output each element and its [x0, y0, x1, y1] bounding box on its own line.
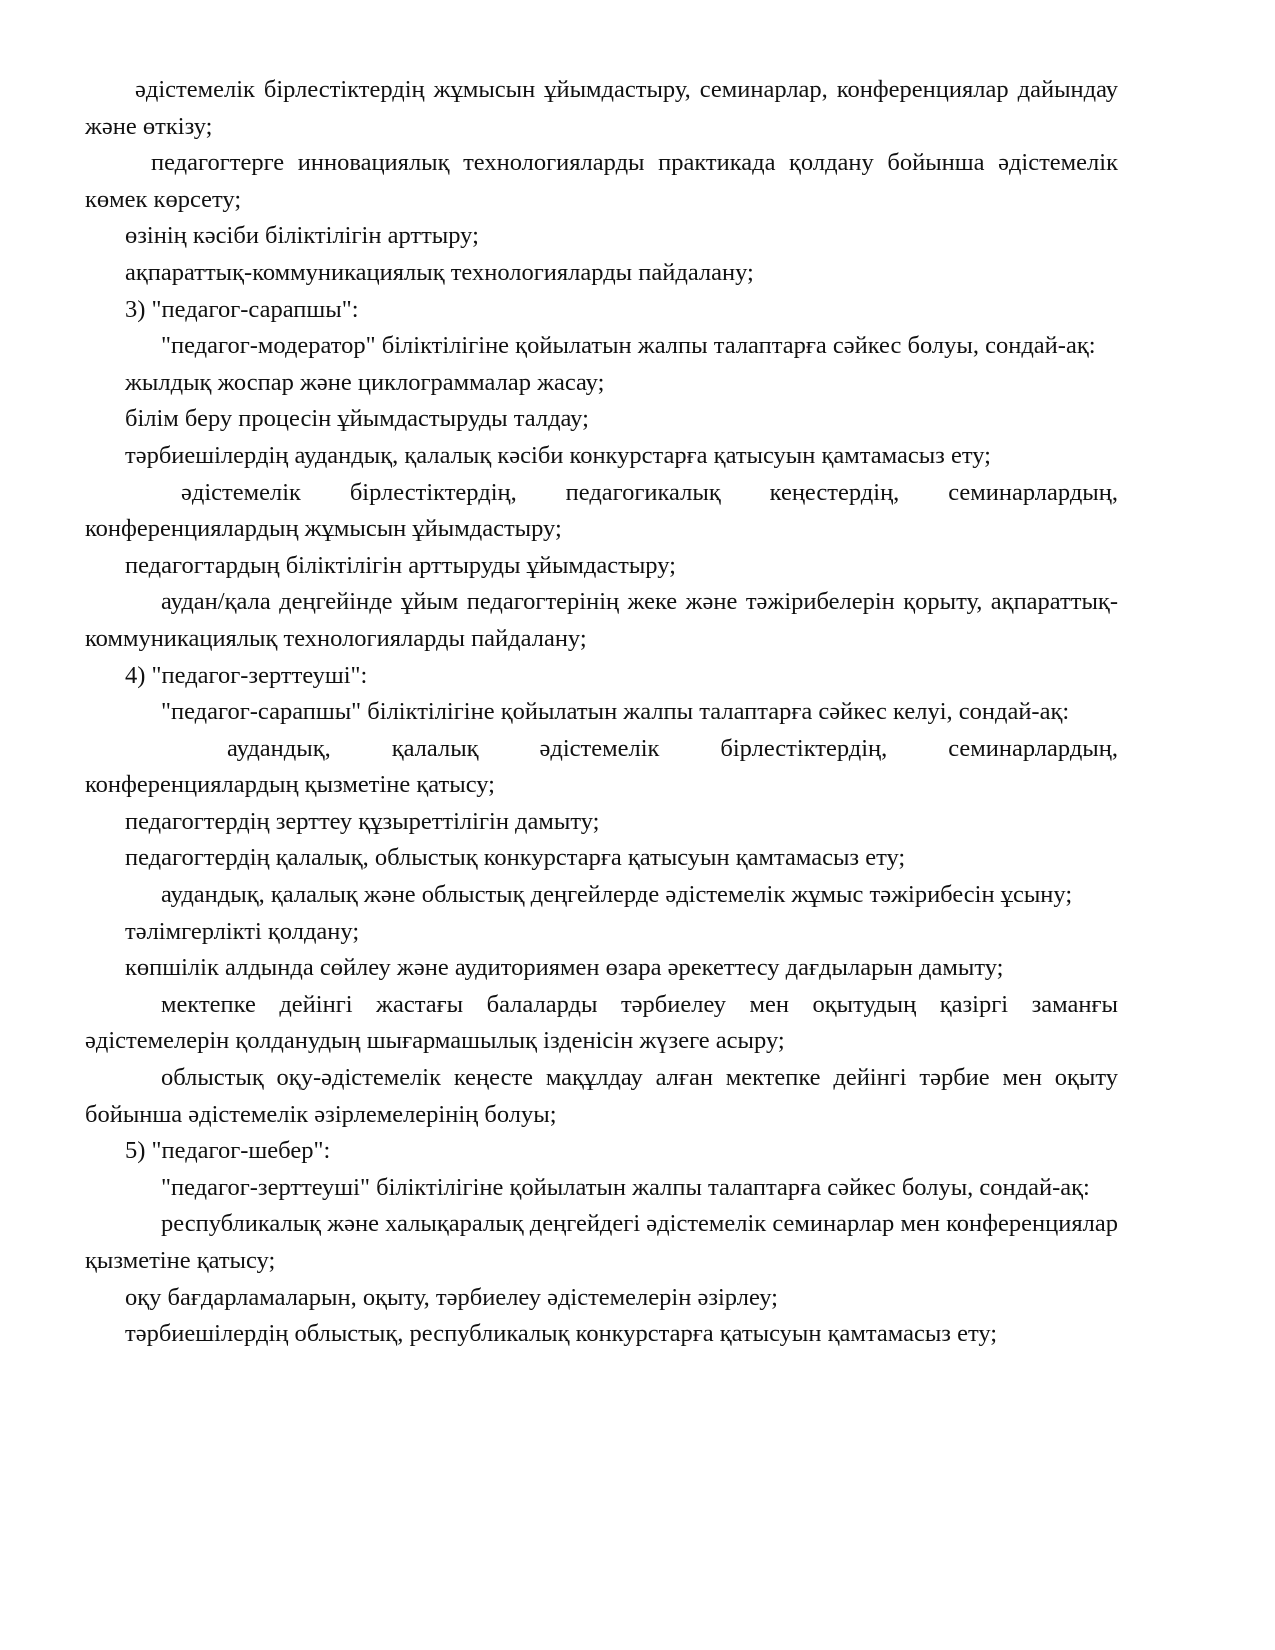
paragraph: мектепке дейінгі жастағы балаларды тәрбиелеу мен оқытудың қазіргі заманғы әдістемелерін қолданудың шығармашылық ізденісін жүзеге асыру; [85, 990, 1118, 1055]
paragraph: тәрбиешілердің аудандық, қалалық кәсіби конкурстарға қатысуын қамтамасыз ету; [125, 441, 991, 469]
paragraph: "педагог-модератор" біліктілігіне қойылатын жалпы талаптарға сәйкес болуы, сондай-ақ: [161, 332, 1096, 360]
paragraph: оқу бағдарламаларын, оқыту, тәрбиелеу әдістемелерін әзірлеу; [125, 1283, 778, 1311]
section-heading: 3) "педагог-сарапшы": [125, 295, 359, 323]
document-page [85, 72, 1118, 1353]
paragraph: педагогтардың біліктілігін арттыруды ұйымдастыру; [125, 551, 676, 579]
paragraph: аудандық, қалалық және облыстық деңгейлерде әдістемелік жұмыс тәжірибесін ұсыну; [161, 881, 1073, 909]
paragraph: жылдық жоспар және циклограммалар жасау; [125, 368, 605, 396]
paragraph: көпшілік алдында сөйлеу және аудиториямен өзара әрекеттесу дағдыларын дамыту; [125, 954, 1004, 982]
section-heading: 5) "педагог-шебер": [125, 1137, 331, 1165]
paragraph: ақпараттық-коммуникациялық технологияларды пайдалану; [125, 258, 754, 286]
paragraph: тәрбиешілердің облыстық, республикалық конкурстарға қатысуын қамтамасыз ету; [125, 1320, 998, 1348]
paragraph: әдістемелік бірлестіктердің, педагогикалық кеңестердің, семинарлардың, конференциялардың жұмысын ұйымдастыру; [85, 478, 1118, 543]
paragraph: облыстық оқу-әдістемелік кеңесте мақұлдау алған мектепке дейінгі тәрбие мен оқыту бойынша әдістемелік әзірлемелерінің болуы; [85, 1064, 1118, 1128]
paragraph: республикалық және халықаралық деңгейдегі әдістемелік семинарлар мен конференциялар қызметіне қатысу; [85, 1210, 1118, 1274]
section-heading: 4) "педагог-зерттеуші": [125, 661, 368, 689]
paragraph: "педагог-сарапшы" біліктілігіне қойылатын жалпы талаптарға сәйкес келуі, сондай-ақ: [161, 698, 1070, 726]
paragraph: білім беру процесін ұйымдастыруды талдау; [125, 405, 589, 433]
paragraph: әдістемелік бірлестіктердің жұмысын ұйымдастыру, семинарлар, конференциялар дайындау және өткізу; [85, 76, 1118, 140]
paragraph: "педагог-зерттеуші" біліктілігіне қойылатын жалпы талаптарға сәйкес болуы, сондай-ақ: [161, 1173, 1090, 1201]
paragraph: педагогтерге инновациялық технологияларды практикада қолдану бойынша әдістемелік көмек көрсету; [85, 149, 1118, 213]
paragraph: педагогтердің зерттеу құзыреттілігін дамыту; [125, 807, 600, 835]
paragraph: тәлімгерлікті қолдану; [125, 917, 360, 945]
paragraph: педагогтердің қалалық, облыстық конкурстарға қатысуын қамтамасыз ету; [125, 844, 906, 872]
paragraph: өзінің кәсіби біліктілігін арттыру; [125, 222, 479, 250]
paragraph: аудан/қала деңгейінде ұйым педагогтерінің жеке және тәжірибелерін қорыту, ақпараттық-коммуникациялық технологияларды пайдалану; [85, 588, 1118, 652]
paragraph: аудандық, қалалық әдістемелік бірлестіктердің, семинарлардың, конференциялардың қызметіне қатысу; [85, 734, 1118, 799]
